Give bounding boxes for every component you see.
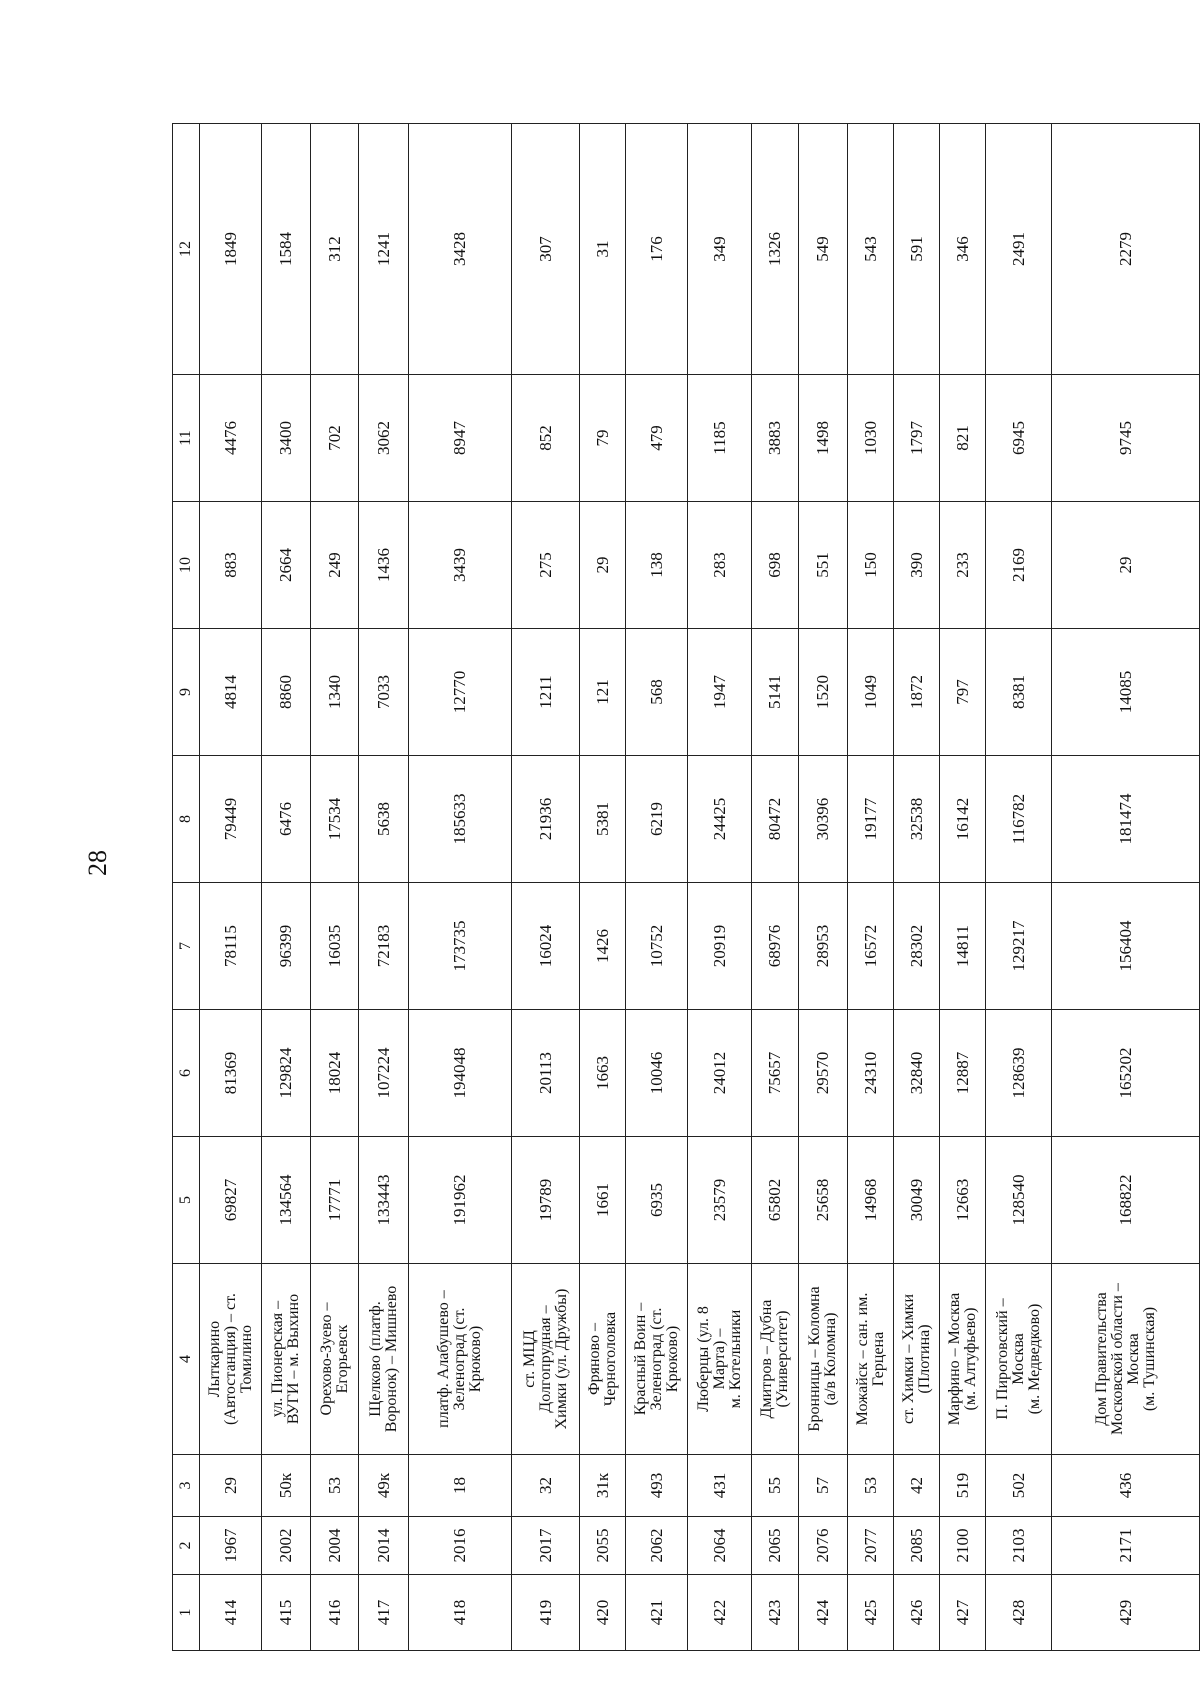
- table-cell: 2077: [848, 1517, 894, 1575]
- table-cell: 96399: [262, 883, 311, 1010]
- table-cell: 165202: [1052, 1010, 1200, 1137]
- table-cell: 17534: [311, 756, 359, 883]
- table-cell: 3439: [409, 502, 512, 629]
- table-cell: 797: [940, 629, 986, 756]
- table-cell: 6219: [626, 756, 688, 883]
- table-row: [799, 124, 848, 1651]
- table-cell: 883: [200, 502, 262, 629]
- table-cell: 417: [359, 1575, 409, 1651]
- table-cell: 20113: [512, 1010, 580, 1137]
- table-cell: 32538: [894, 756, 940, 883]
- table-cell: 14968: [848, 1137, 894, 1264]
- table-cell: 19177: [848, 756, 894, 883]
- table-cell: 568: [626, 629, 688, 756]
- table-row: [200, 124, 262, 1651]
- table-cell: 2064: [688, 1517, 752, 1575]
- table-row: [940, 124, 986, 1651]
- table-cell: 2076: [799, 1517, 848, 1575]
- table-row: [894, 124, 940, 1651]
- table-cell: 8381: [986, 629, 1052, 756]
- table-cell: 415: [262, 1575, 311, 1651]
- table-cell: 173735: [409, 883, 512, 1010]
- table-cell: 428: [986, 1575, 1052, 1651]
- table-cell: 138: [626, 502, 688, 629]
- table-cell: 2004: [311, 1517, 359, 1575]
- table-cell: 1326: [752, 124, 799, 375]
- table-row: [1052, 124, 1200, 1651]
- table-cell: 422: [688, 1575, 752, 1651]
- table-cell: 5381: [580, 756, 626, 883]
- route-cell: Дом Правительства Московской области – Москва (м. Тушинская): [1052, 1264, 1200, 1455]
- routes-table: [172, 123, 1200, 1651]
- table-cell: 168822: [1052, 1137, 1200, 1264]
- table-cell: 349: [688, 124, 752, 375]
- route-cell: ст. МЦД Долгопрудная – Химки (ул. Дружбы): [512, 1264, 580, 1455]
- column-header: 7: [173, 883, 200, 1010]
- table-cell: 1426: [580, 883, 626, 1010]
- route-cell: Дмитров – Дубна (Университет): [752, 1264, 799, 1455]
- table-cell: 427: [940, 1575, 986, 1651]
- table-cell: 479: [626, 375, 688, 502]
- table-cell: 14811: [940, 883, 986, 1010]
- table-cell: 28302: [894, 883, 940, 1010]
- table-cell: 129217: [986, 883, 1052, 1010]
- table-cell: 1340: [311, 629, 359, 756]
- table-cell: 121: [580, 629, 626, 756]
- table-cell: 10046: [626, 1010, 688, 1137]
- table-cell: 32840: [894, 1010, 940, 1137]
- table-row: [986, 124, 1052, 1651]
- table-cell: 1030: [848, 375, 894, 502]
- table-cell: 414: [200, 1575, 262, 1651]
- table-cell: 420: [580, 1575, 626, 1651]
- table-cell: 2055: [580, 1517, 626, 1575]
- route-cell: Щелково (платф. Воронок) – Мишнево: [359, 1264, 409, 1455]
- column-header: 8: [173, 756, 200, 883]
- table-cell: 283: [688, 502, 752, 629]
- column-header: 9: [173, 629, 200, 756]
- table-cell: 42: [894, 1455, 940, 1517]
- table-cell: 1797: [894, 375, 940, 502]
- table-cell: 6476: [262, 756, 311, 883]
- table-cell: 24310: [848, 1010, 894, 1137]
- table-cell: 68976: [752, 883, 799, 1010]
- table-cell: 24012: [688, 1010, 752, 1137]
- table-cell: 194048: [409, 1010, 512, 1137]
- table-cell: 1663: [580, 1010, 626, 1137]
- table-cell: 1241: [359, 124, 409, 375]
- route-cell: Можайск – сан. им. Герцена: [848, 1264, 894, 1455]
- table-cell: 390: [894, 502, 940, 629]
- table-cell: 16024: [512, 883, 580, 1010]
- table-cell: 549: [799, 124, 848, 375]
- table-cell: 79: [580, 375, 626, 502]
- table-cell: 80472: [752, 756, 799, 883]
- table-row: [580, 124, 626, 1651]
- table-row: [311, 124, 359, 1651]
- table-cell: 418: [409, 1575, 512, 1651]
- table-cell: 16142: [940, 756, 986, 883]
- table-cell: 698: [752, 502, 799, 629]
- table-cell: 419: [512, 1575, 580, 1651]
- table-cell: 1185: [688, 375, 752, 502]
- table-cell: 12770: [409, 629, 512, 756]
- column-header: 5: [173, 1137, 200, 1264]
- table-cell: 65802: [752, 1137, 799, 1264]
- table-cell: 493: [626, 1455, 688, 1517]
- table-row: [752, 124, 799, 1651]
- table-cell: 3062: [359, 375, 409, 502]
- table-cell: 25658: [799, 1137, 848, 1264]
- column-header: 4: [173, 1264, 200, 1455]
- table-cell: 29570: [799, 1010, 848, 1137]
- table-cell: 421: [626, 1575, 688, 1651]
- route-cell: Красный Воин – Зеленоград (ст. Крюково): [626, 1264, 688, 1455]
- table-cell: 191962: [409, 1137, 512, 1264]
- table-row: [262, 124, 311, 1651]
- table-cell: 424: [799, 1575, 848, 1651]
- table-row: [626, 124, 688, 1651]
- column-header: 6: [173, 1010, 200, 1137]
- column-header: 2: [173, 1517, 200, 1575]
- column-number-row: [173, 124, 200, 1651]
- table-cell: 24425: [688, 756, 752, 883]
- table-cell: 14085: [1052, 629, 1200, 756]
- table-cell: 1498: [799, 375, 848, 502]
- table-cell: 30049: [894, 1137, 940, 1264]
- table-cell: 4476: [200, 375, 262, 502]
- route-cell: ст. Химки – Химки (Плотина): [894, 1264, 940, 1455]
- route-cell: Марфино – Москва (м. Алтуфьево): [940, 1264, 986, 1455]
- table-cell: 29: [200, 1455, 262, 1517]
- table-cell: 181474: [1052, 756, 1200, 883]
- table-cell: 2279: [1052, 124, 1200, 375]
- table-cell: 2002: [262, 1517, 311, 1575]
- table-cell: 551: [799, 502, 848, 629]
- table-cell: 233: [940, 502, 986, 629]
- table-cell: 591: [894, 124, 940, 375]
- table-cell: 75657: [752, 1010, 799, 1137]
- table-row: [512, 124, 580, 1651]
- table-cell: 2171: [1052, 1517, 1200, 1575]
- table-cell: 346: [940, 124, 986, 375]
- table-cell: 29: [1052, 502, 1200, 629]
- table-cell: 16572: [848, 883, 894, 1010]
- table-cell: 852: [512, 375, 580, 502]
- table-row: [359, 124, 409, 1651]
- table-cell: 28953: [799, 883, 848, 1010]
- table-cell: 4814: [200, 629, 262, 756]
- table-cell: 1967: [200, 1517, 262, 1575]
- table-row: [688, 124, 752, 1651]
- table-cell: 8860: [262, 629, 311, 756]
- table-cell: 156404: [1052, 883, 1200, 1010]
- table-cell: 53: [311, 1455, 359, 1517]
- table-cell: 16035: [311, 883, 359, 1010]
- table-cell: 519: [940, 1455, 986, 1517]
- table-cell: 30396: [799, 756, 848, 883]
- table-cell: 55: [752, 1455, 799, 1517]
- table-cell: 1872: [894, 629, 940, 756]
- table-cell: 31к: [580, 1455, 626, 1517]
- table-cell: 1520: [799, 629, 848, 756]
- column-header: 3: [173, 1455, 200, 1517]
- page-number: 28: [83, 850, 112, 876]
- route-cell: Люберцы (ул. 8 Марта) – м. Котельники: [688, 1264, 752, 1455]
- table-cell: 7033: [359, 629, 409, 756]
- route-cell: Бронницы – Коломна (а/в Коломна): [799, 1264, 848, 1455]
- table-cell: 2491: [986, 124, 1052, 375]
- table-cell: 1849: [200, 124, 262, 375]
- table-cell: 20919: [688, 883, 752, 1010]
- route-cell: Лыткарино (Автостанция) – ст. Томилино: [200, 1264, 262, 1455]
- table-cell: 307: [512, 124, 580, 375]
- table-cell: 2664: [262, 502, 311, 629]
- column-header: 1: [173, 1575, 200, 1651]
- table-cell: 129824: [262, 1010, 311, 1137]
- table-cell: 5141: [752, 629, 799, 756]
- table-cell: 2014: [359, 1517, 409, 1575]
- table-cell: 312: [311, 124, 359, 375]
- table-cell: 2100: [940, 1517, 986, 1575]
- table-cell: 18: [409, 1455, 512, 1517]
- table-cell: 1049: [848, 629, 894, 756]
- table-cell: 10752: [626, 883, 688, 1010]
- table-cell: 429: [1052, 1575, 1200, 1651]
- table-cell: 416: [311, 1575, 359, 1651]
- route-cell: Орехово-Зуево – Егорьевск: [311, 1264, 359, 1455]
- table-cell: 150: [848, 502, 894, 629]
- table-cell: 1211: [512, 629, 580, 756]
- table-cell: 3883: [752, 375, 799, 502]
- table-cell: 5638: [359, 756, 409, 883]
- table-cell: 79449: [200, 756, 262, 883]
- table-cell: 425: [848, 1575, 894, 1651]
- table-cell: 702: [311, 375, 359, 502]
- table-cell: 116782: [986, 756, 1052, 883]
- table-cell: 107224: [359, 1010, 409, 1137]
- table-cell: 176: [626, 124, 688, 375]
- table-cell: 2016: [409, 1517, 512, 1575]
- table-cell: 1584: [262, 124, 311, 375]
- table-container: [172, 124, 1158, 1651]
- table-cell: 17771: [311, 1137, 359, 1264]
- table-cell: 431: [688, 1455, 752, 1517]
- table-cell: 1661: [580, 1137, 626, 1264]
- table-cell: 31: [580, 124, 626, 375]
- table-cell: 6935: [626, 1137, 688, 1264]
- table-cell: 69827: [200, 1137, 262, 1264]
- table-cell: 12887: [940, 1010, 986, 1137]
- table-cell: 2017: [512, 1517, 580, 1575]
- route-cell: ул. Пионерская – ВУГИ – м. Выхино: [262, 1264, 311, 1455]
- table-cell: 436: [1052, 1455, 1200, 1517]
- table-row: [409, 124, 512, 1651]
- table-cell: 128639: [986, 1010, 1052, 1137]
- table-cell: 50к: [262, 1455, 311, 1517]
- column-header: 10: [173, 502, 200, 629]
- table-cell: 29: [580, 502, 626, 629]
- table-cell: 19789: [512, 1137, 580, 1264]
- table-cell: 3428: [409, 124, 512, 375]
- table-cell: 9745: [1052, 375, 1200, 502]
- table-cell: 2169: [986, 502, 1052, 629]
- table-cell: 1947: [688, 629, 752, 756]
- column-header: 12: [173, 124, 200, 375]
- table-cell: 81369: [200, 1010, 262, 1137]
- table-cell: 2062: [626, 1517, 688, 1575]
- table-cell: 53: [848, 1455, 894, 1517]
- table-cell: 543: [848, 124, 894, 375]
- table-row: [848, 124, 894, 1651]
- table-cell: 18024: [311, 1010, 359, 1137]
- table-cell: 3400: [262, 375, 311, 502]
- column-header: 11: [173, 375, 200, 502]
- table-cell: 23579: [688, 1137, 752, 1264]
- table-cell: 128540: [986, 1137, 1052, 1264]
- table-cell: 78115: [200, 883, 262, 1010]
- table-cell: 249: [311, 502, 359, 629]
- table-cell: 185633: [409, 756, 512, 883]
- table-cell: 423: [752, 1575, 799, 1651]
- table-cell: 426: [894, 1575, 940, 1651]
- table-cell: 32: [512, 1455, 580, 1517]
- table-cell: 21936: [512, 756, 580, 883]
- table-cell: 2065: [752, 1517, 799, 1575]
- route-cell: Фряново – Черноголовка: [580, 1264, 626, 1455]
- table-cell: 49к: [359, 1455, 409, 1517]
- table-cell: 502: [986, 1455, 1052, 1517]
- table-cell: 2103: [986, 1517, 1052, 1575]
- route-cell: платф. Алабушево – Зеленоград (ст. Крюково): [409, 1264, 512, 1455]
- rotated-table-wrapper: [172, 124, 1158, 1651]
- table-cell: 12663: [940, 1137, 986, 1264]
- route-cell: П. Пироговский – Москва (м. Медведково): [986, 1264, 1052, 1455]
- table-cell: 8947: [409, 375, 512, 502]
- table-cell: 134564: [262, 1137, 311, 1264]
- table-cell: 72183: [359, 883, 409, 1010]
- table-cell: 275: [512, 502, 580, 629]
- table-cell: 1436: [359, 502, 409, 629]
- table-cell: 57: [799, 1455, 848, 1517]
- table-cell: 2085: [894, 1517, 940, 1575]
- table-cell: 133443: [359, 1137, 409, 1264]
- table-cell: 6945: [986, 375, 1052, 502]
- table-cell: 821: [940, 375, 986, 502]
